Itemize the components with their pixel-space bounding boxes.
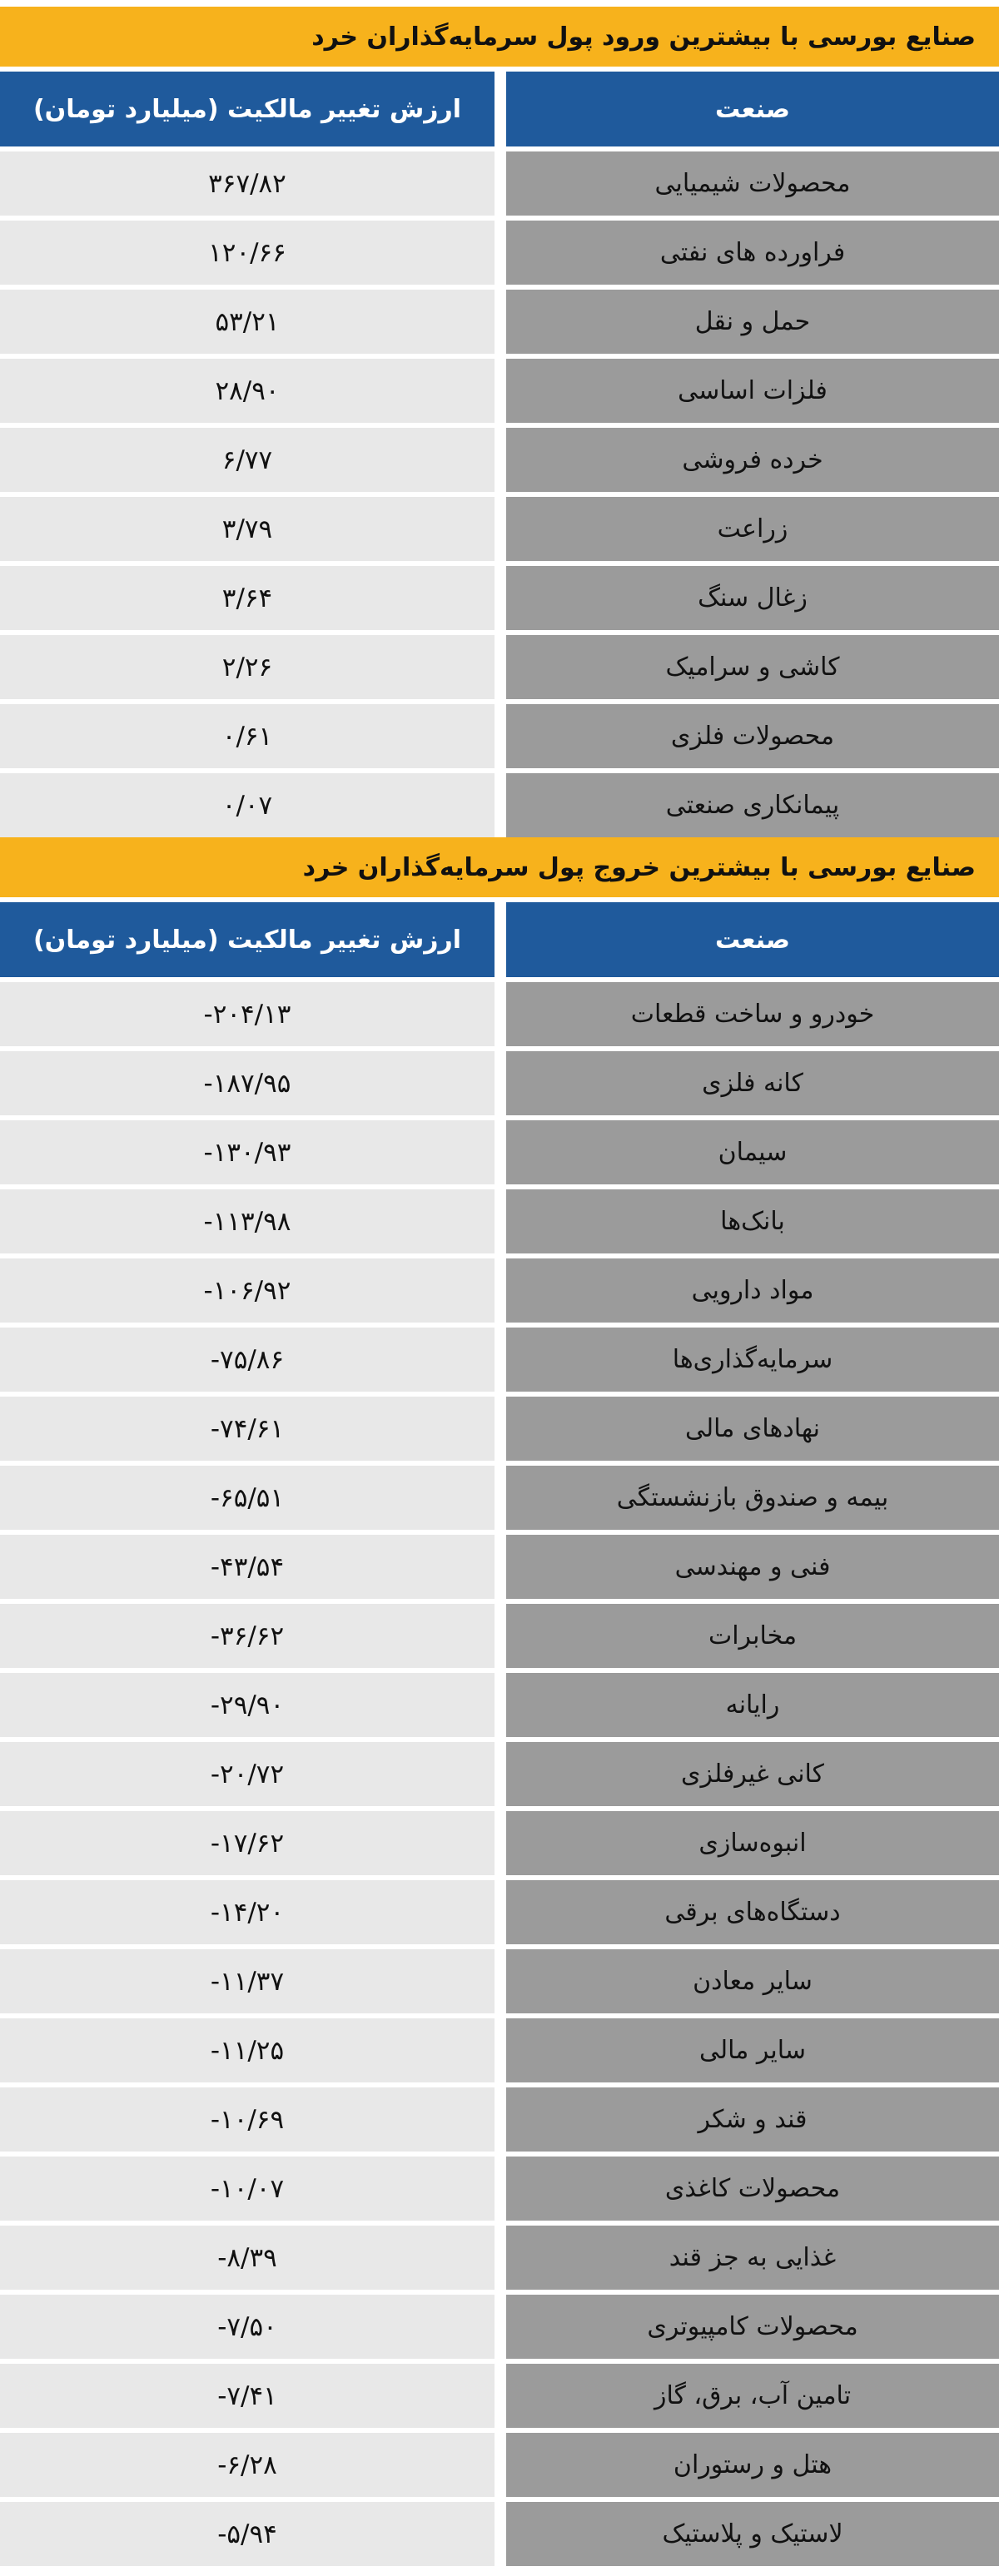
table-row: [0, 151, 999, 216]
industry-cell: انبوه‌سازی: [506, 1811, 999, 1875]
table-row: [0, 2502, 999, 2566]
value-cell: ۵۳/۲۱: [0, 290, 495, 354]
inflow-table-body: [0, 151, 999, 837]
table-row: [0, 2295, 999, 2359]
table-row: [0, 1949, 999, 2013]
industry-cell: نهادهای مالی: [506, 1397, 999, 1461]
value-cell: ۲۸/۹۰: [0, 359, 495, 423]
table-row: [0, 1466, 999, 1530]
table-row: [0, 1604, 999, 1668]
value-cell: -۱۱/۲۵: [0, 2018, 495, 2082]
industry-cell: رایانه: [506, 1673, 999, 1737]
industry-cell: بانک‌ها: [506, 1189, 999, 1253]
value-cell: -۷/۵۰: [0, 2295, 495, 2359]
value-cell: -۱۴/۲۰: [0, 1880, 495, 1944]
industry-cell: بیمه و صندوق بازنشستگی: [506, 1466, 999, 1530]
value-cell: -۵/۹۴: [0, 2502, 495, 2566]
inflow-header-industry: صنعت: [506, 72, 999, 146]
table-row: [0, 1880, 999, 1944]
table-row: [0, 2364, 999, 2428]
industry-cell: تامین آب، برق، گاز: [506, 2364, 999, 2428]
table-row: [0, 704, 999, 768]
outflow-table-header: [0, 902, 999, 977]
value-cell: ۶/۷۷: [0, 428, 495, 492]
table-row: [0, 1328, 999, 1392]
value-cell: -۱۰/۶۹: [0, 2087, 495, 2152]
value-cell: -۱۰/۰۷: [0, 2157, 495, 2221]
inflow-table: [0, 7, 999, 837]
value-cell: -۶۵/۵۱: [0, 1466, 495, 1530]
table-row: [0, 982, 999, 1046]
table-row: [0, 566, 999, 630]
industry-cell: هتل و رستوران: [506, 2433, 999, 2497]
table-row: [0, 1051, 999, 1115]
industry-cell: زغال سنگ: [506, 566, 999, 630]
value-cell: -۱۰۶/۹۲: [0, 1258, 495, 1323]
table-row: [0, 428, 999, 492]
outflow-header-industry: صنعت: [506, 902, 999, 977]
value-cell: -۶/۲۸: [0, 2433, 495, 2497]
table-row: [0, 221, 999, 285]
value-cell: ۰/۶۱: [0, 704, 495, 768]
table-row: [0, 290, 999, 354]
value-cell: -۳۶/۶۲: [0, 1604, 495, 1668]
industry-cell: زراعت: [506, 497, 999, 561]
table-row: [0, 2226, 999, 2290]
value-cell: -۱۱۳/۹۸: [0, 1189, 495, 1253]
table-row: [0, 1189, 999, 1253]
table-row: [0, 1120, 999, 1184]
industry-cell: کانی غیرفلزی: [506, 1742, 999, 1806]
value-cell: ۳/۶۴: [0, 566, 495, 630]
industry-cell: سیمان: [506, 1120, 999, 1184]
inflow-header-value: ارزش تغییر مالکیت (میلیارد تومان): [0, 72, 495, 146]
industry-cell: فلزات اساسی: [506, 359, 999, 423]
table-row: [0, 1397, 999, 1461]
value-cell: -۱۳۰/۹۳: [0, 1120, 495, 1184]
industry-cell: غذایی به جز قند: [506, 2226, 999, 2290]
value-cell: ۲/۲۶: [0, 635, 495, 699]
table-row: [0, 1535, 999, 1599]
outflow-header-value: ارزش تغییر مالکیت (میلیارد تومان): [0, 902, 495, 977]
industry-cell: فراورده های نفتی: [506, 221, 999, 285]
industry-cell: مخابرات: [506, 1604, 999, 1668]
industry-cell: محصولات شیمیایی: [506, 151, 999, 216]
table-row: [0, 2157, 999, 2221]
industry-cell: قند و شکر: [506, 2087, 999, 2152]
industry-cell: فنی و مهندسی: [506, 1535, 999, 1599]
table-row: [0, 2087, 999, 2152]
inflow-table-title: صنایع بورسی با بیشترین ورود پول سرمایه‌گذاران خرد: [0, 7, 999, 67]
value-cell: -۴۳/۵۴: [0, 1535, 495, 1599]
table-row: [0, 635, 999, 699]
value-cell: ۳۶۷/۸۲: [0, 151, 495, 216]
table-row: [0, 2018, 999, 2082]
value-cell: -۱۸۷/۹۵: [0, 1051, 495, 1115]
industry-cell: کاشی و سرامیک: [506, 635, 999, 699]
value-cell: ۰/۰۷: [0, 773, 495, 837]
value-cell: -۷۴/۶۱: [0, 1397, 495, 1461]
table-row: [0, 1811, 999, 1875]
table-row: [0, 2433, 999, 2497]
outflow-table-title: صنایع بورسی با بیشترین خروج پول سرمایه‌گذاران خرد: [0, 837, 999, 897]
table-row: [0, 1673, 999, 1737]
industry-cell: لاستیک و پلاستیک: [506, 2502, 999, 2566]
inflow-table-header: [0, 72, 999, 146]
value-cell: ۳/۷۹: [0, 497, 495, 561]
industry-cell: پیمانکاری صنعتی: [506, 773, 999, 837]
outflow-table-body: [0, 982, 999, 2566]
value-cell: -۷/۴۱: [0, 2364, 495, 2428]
value-cell: -۲۹/۹۰: [0, 1673, 495, 1737]
industry-cell: محصولات کامپیوتری: [506, 2295, 999, 2359]
industry-cell: خودرو و ساخت قطعات: [506, 982, 999, 1046]
value-cell: -۱۷/۶۲: [0, 1811, 495, 1875]
industry-cell: حمل و نقل: [506, 290, 999, 354]
industry-cell: محصولات فلزی: [506, 704, 999, 768]
industry-cell: خرده فروشی: [506, 428, 999, 492]
table-row: [0, 359, 999, 423]
value-cell: ۱۲۰/۶۶: [0, 221, 495, 285]
industry-cell: مواد دارویی: [506, 1258, 999, 1323]
industry-cell: محصولات کاغذی: [506, 2157, 999, 2221]
outflow-table: [0, 837, 999, 2566]
industry-cell: سرمایه‌گذاری‌ها: [506, 1328, 999, 1392]
value-cell: -۲۰۴/۱۳: [0, 982, 495, 1046]
table-row: [0, 497, 999, 561]
table-row: [0, 1258, 999, 1323]
industry-cell: سایر معادن: [506, 1949, 999, 2013]
value-cell: -۸/۳۹: [0, 2226, 495, 2290]
industry-cell: کانه فلزی: [506, 1051, 999, 1115]
table-row: [0, 1742, 999, 1806]
value-cell: -۲۰/۷۲: [0, 1742, 495, 1806]
value-cell: -۷۵/۸۶: [0, 1328, 495, 1392]
industry-cell: دستگاه‌های برقی: [506, 1880, 999, 1944]
industry-cell: سایر مالی: [506, 2018, 999, 2082]
value-cell: -۱۱/۳۷: [0, 1949, 495, 2013]
table-row: [0, 773, 999, 837]
